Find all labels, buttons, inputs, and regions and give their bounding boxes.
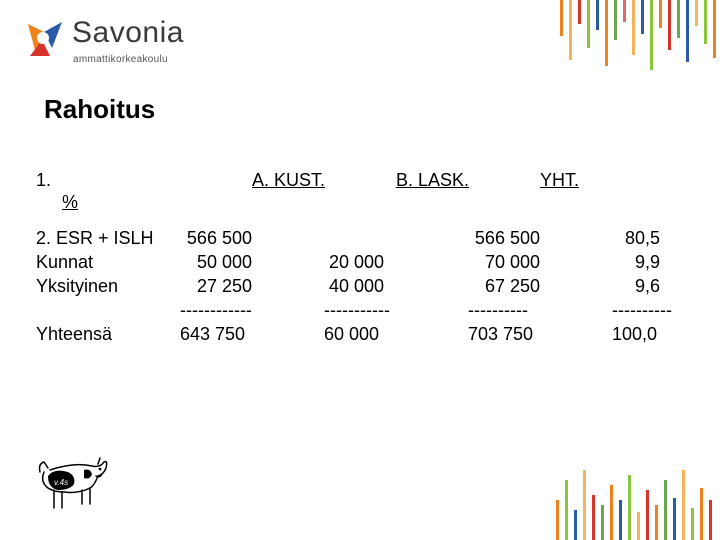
column-header-pct: % bbox=[62, 192, 79, 212]
separator-b: ----------- bbox=[324, 300, 390, 320]
logo-name: Savonia bbox=[72, 16, 184, 49]
cell-total: 566 500 bbox=[474, 228, 540, 248]
cell-total: 67 250 bbox=[484, 276, 540, 296]
cell-b: 20 000 bbox=[328, 252, 384, 272]
separator-pct: ---------- bbox=[612, 300, 672, 320]
cell-pct: 9,6 bbox=[634, 276, 660, 296]
cell-pct: 9,9 bbox=[634, 252, 660, 272]
page-title: Rahoitus bbox=[44, 94, 156, 124]
cell-a: 27 250 bbox=[196, 276, 252, 296]
bottom-stripes bbox=[556, 470, 712, 540]
separator-total: ---------- bbox=[468, 300, 528, 320]
cow-icon bbox=[34, 452, 110, 516]
cell-a: 566 500 bbox=[186, 228, 252, 248]
cow-illustration bbox=[34, 452, 110, 521]
top-stripes bbox=[560, 0, 716, 70]
cow-badge-text: v.4s bbox=[54, 478, 69, 487]
cell-a: 50 000 bbox=[196, 252, 252, 272]
sum-b: 60 000 bbox=[324, 324, 380, 344]
savonia-logo bbox=[22, 16, 192, 66]
cell-b: 40 000 bbox=[328, 276, 384, 296]
cell-total: 70 000 bbox=[484, 252, 540, 272]
sum-total: 703 750 bbox=[468, 324, 534, 344]
column-header-total: YHT. bbox=[540, 170, 580, 190]
section-number: 1. bbox=[36, 170, 52, 190]
cell-pct: 80,5 bbox=[624, 228, 660, 248]
sum-label: Yhteensä bbox=[36, 324, 113, 344]
sum-pct: 100,0 bbox=[612, 324, 658, 344]
column-header-a: A. KUST. bbox=[252, 170, 326, 190]
row-label: 2. ESR + ISLH bbox=[36, 228, 154, 248]
logo-subtitle: ammattikorkeakoulu bbox=[73, 54, 168, 65]
separator-a: ------------ bbox=[180, 300, 252, 320]
row-label: Yksityinen bbox=[36, 276, 119, 296]
row-label: Kunnat bbox=[36, 252, 94, 272]
savonia-logo-icon bbox=[22, 18, 66, 60]
sum-a: 643 750 bbox=[180, 324, 246, 344]
column-header-b: B. LASK. bbox=[396, 170, 470, 190]
